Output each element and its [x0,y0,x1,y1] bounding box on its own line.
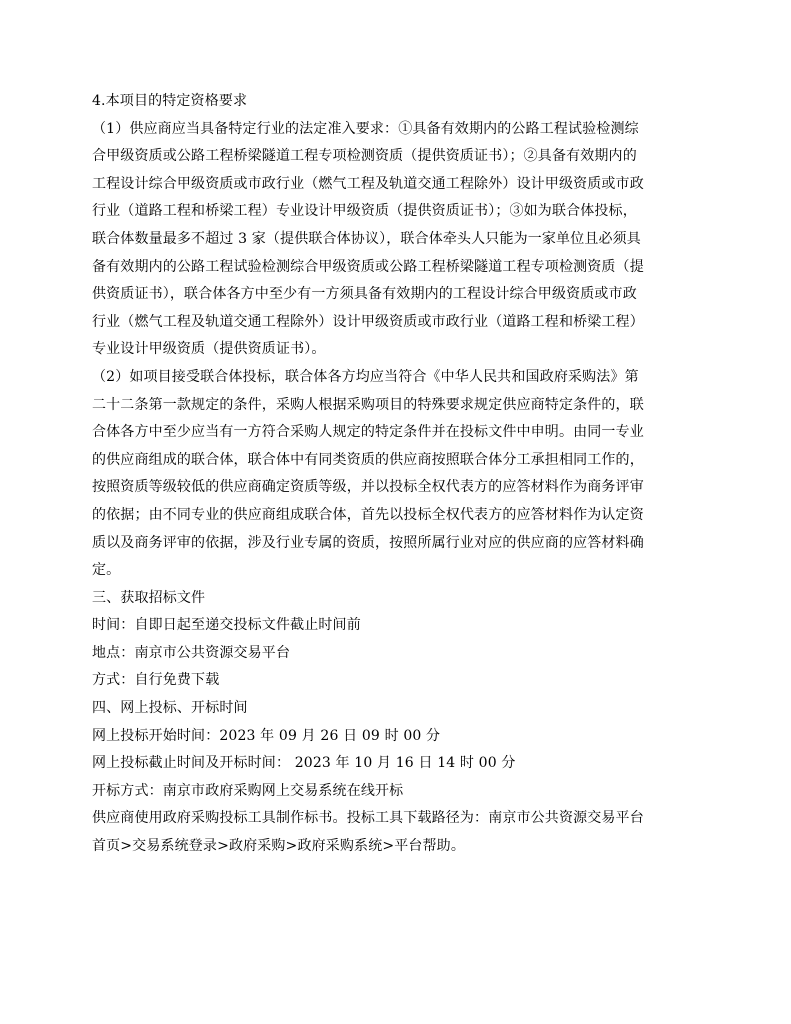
paragraph-line: 的供应商组成的联合体，联合体中有同类资质的供应商按照联合体分工承担相同工作的， [92,451,644,468]
paragraph-line: 合甲级资质或公路工程桥梁隧道工程专项检测资质（提供资质证书）；②具备有效期内的 [92,148,637,165]
paragraph-line: 按照资质等级较低的供应商确定资质等级，并以投标全权代表方的应答材料作为商务评审 [92,479,644,496]
bid-opening-method: 开标方式：南京市政府采购网上交易系统在线开标 [92,782,404,799]
obtain-time: 时间：自即日起至递交投标文件截止时间前 [92,617,361,634]
bid-tool-line: 供应商使用政府采购投标工具制作标书。投标工具下载路径为：南京市公共资源交易平台 [92,810,644,827]
section-heading-obtain-documents: 三、获取招标文件 [92,589,206,606]
paragraph-line: （2）如项目接受联合体投标，联合体各方均应当符合《中华人民共和国政府采购法》第 [92,368,639,385]
obtain-method: 方式：自行免费下载 [92,672,220,689]
qualification-item-1 [92,116,704,364]
paragraph-line: 定。 [92,562,121,579]
section-heading-bid-times: 四、网上投标、开标时间 [92,700,248,717]
paragraph-line: 二十二条第一款规定的条件，采购人根据采购项目的特殊要求规定供应商特定条件的，联 [92,396,644,413]
paragraph-line: 质以及商务评审的依据，涉及行业专属的资质，按照所属行业对应的供应商的应答材料确 [92,534,644,551]
paragraph-line: 行业（道路工程和桥梁工程）专业设计甲级资质（提供资质证书）；③如为联合体投标， [92,203,637,220]
paragraph-line: 合体各方中至少应当有一方符合采购人规定的特定条件并在投标文件中申明。由同一专业 [92,424,644,441]
bid-tool-line: 首页>交易系统登录>政府采购>政府采购系统>平台帮助。 [92,838,465,855]
paragraph-line: 行业（燃气工程及轨道交通工程除外）设计甲级资质或市政行业（道路工程和桥梁工程） [92,313,644,330]
obtain-location: 地点：南京市公共资源交易平台 [92,644,291,661]
bid-deadline: 网上投标截止时间及开标时间： 2023 年 10 月 16 日 14 时 00 分 [92,755,516,772]
paragraph-line: 的依据；由不同专业的供应商组成联合体，首先以投标全权代表方的应答材料作为认定资 [92,506,644,523]
paragraph-line: 供资质证书），联合体各方中至少有一方须具备有效期内的工程设计综合甲级资质或市政 [92,286,637,303]
bid-start-time: 网上投标开始时间：2023 年 09 月 26 日 09 时 00 分 [92,727,441,744]
paragraph-line: 工程设计综合甲级资质或市政行业（燃气工程及轨道交通工程除外）设计甲级资质或市政 [92,175,644,192]
paragraph-line: （1）供应商应当具备特定行业的法定准入要求：①具备有效期内的公路工程试验检测综 [92,120,639,137]
section-heading-qualification: 4.本项目的特定资格要求 [92,93,248,109]
document-page [92,88,704,861]
paragraph-line: 备有效期内的公路工程试验检测综合甲级资质或公路工程桥梁隧道工程专项检测资质（提 [92,258,644,275]
paragraph-line: 专业设计甲级资质（提供资质证书）。 [92,341,326,358]
paragraph-line: 联合体数量最多不超过 3 家（提供联合体协议），联合体牵头人只能为一家单位且必须具 [92,230,641,247]
qualification-item-2 [92,364,704,585]
